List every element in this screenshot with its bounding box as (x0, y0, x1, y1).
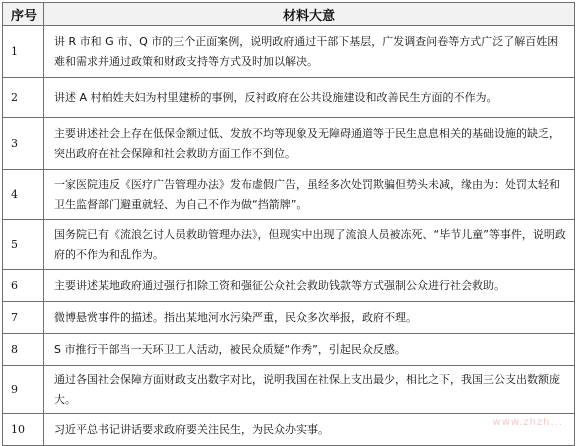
table-row (3, 366, 575, 414)
header-row (3, 3, 575, 26)
row-text: 微博悬赏事件的描述。指出某地河水污染严重，民众多次举报，政府不理。 (44, 302, 575, 334)
watermark: www.zhzh... (492, 417, 563, 428)
row-number: 3 (3, 118, 44, 170)
row-number: 5 (3, 220, 44, 270)
row-number: 6 (3, 270, 44, 302)
table-row (3, 220, 575, 270)
table-row (3, 118, 575, 170)
row-text: 习近平总书记讲话要求政府要关注民生，为民众办实事。 (44, 414, 575, 446)
row-text: 讲 R 市和 G 市、Q 市的三个正面案例，说明政府通过干部下基层，广发调查问卷等方式广泛了解百姓困难和需求并通过政策和财政支持等方式及时加以解决。 (44, 26, 575, 78)
header-material-summary: 材料大意 (44, 3, 575, 26)
header-serial-number: 序号 (3, 3, 44, 26)
row-number: 4 (3, 170, 44, 220)
row-number: 10 (3, 414, 44, 446)
row-number: 2 (3, 78, 44, 118)
row-number: 1 (3, 26, 44, 78)
table-row (3, 170, 575, 220)
row-number: 7 (3, 302, 44, 334)
table-row (3, 334, 575, 366)
row-text: S 市推行干部当一天环卫工人活动，被民众质疑“作秀”，引起民众反感。 (44, 334, 575, 366)
row-text: 主要讲述某地政府通过强行扣除工资和强征公众社会救助钱款等方式强制公众进行社会救助。 (44, 270, 575, 302)
table-row (3, 26, 575, 78)
table-row (3, 270, 575, 302)
table-row (3, 78, 575, 118)
row-number: 8 (3, 334, 44, 366)
row-text: 一家医院违反《医疗广告管理办法》发布虚假广告，虽经多次处罚欺骗但势头未减，缘由为：处罚太轻和卫生监督部门避重就轻、为自己不作为做“挡箭牌”。 (44, 170, 575, 220)
row-text: 讲述 A 村柏姓夫妇为村里建桥的事例，反衬政府在公共设施建设和改善民生方面的不作为。 (44, 78, 575, 118)
row-text: 通过各国社会保障方面财政支出数字对比，说明我国在社保上支出最少，相比之下，我国三公支出数额庞大。 (44, 366, 575, 414)
table-row (3, 302, 575, 334)
row-text: 国务院已有《流浪乞讨人员救助管理办法》，但现实中出现了流浪人员被冻死、“毕节儿童”等事件，说明政府的不作为和乱作为。 (44, 220, 575, 270)
row-text: 主要讲述社会上存在低保金额过低、发放不均等现象及无障碍通道等于民生息息相关的基础设施的缺乏，突出政府在社会保障和社会救助方面工作不到位。 (44, 118, 575, 170)
material-table (2, 2, 575, 446)
table-row (3, 414, 575, 446)
row-number: 9 (3, 366, 44, 414)
